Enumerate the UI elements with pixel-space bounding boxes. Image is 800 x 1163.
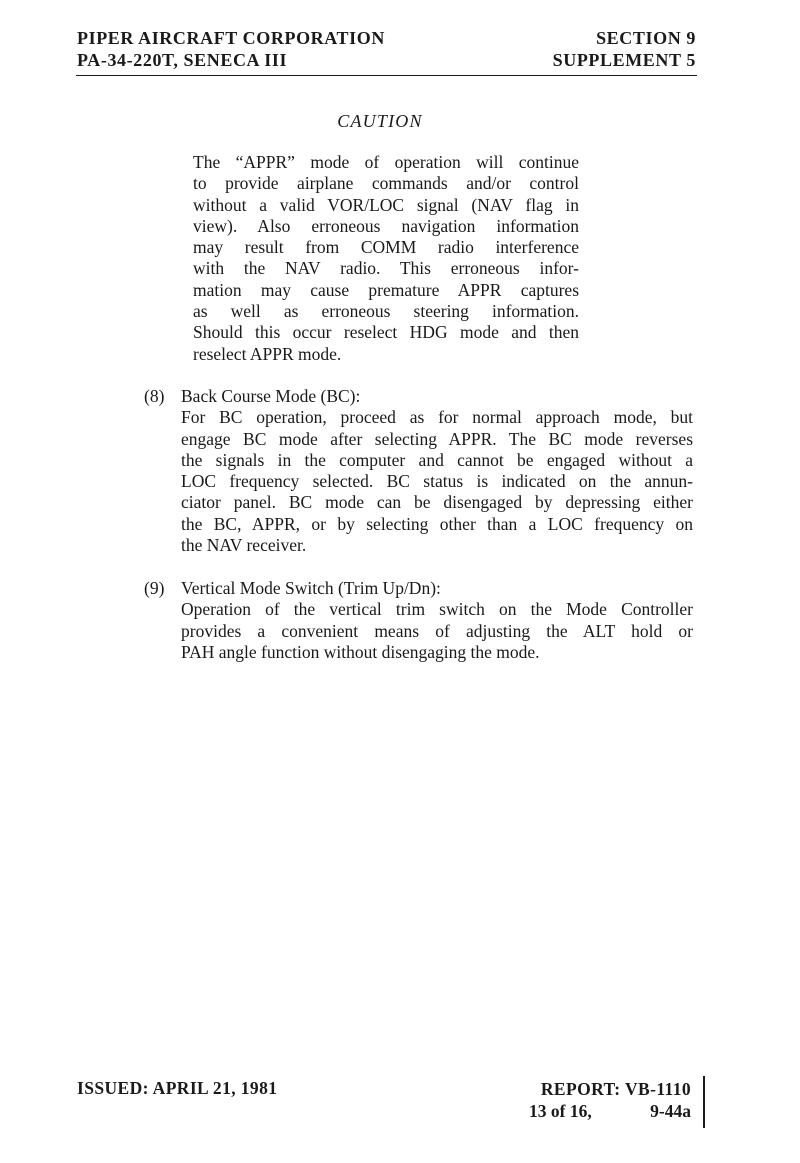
page-header-right bbox=[553, 27, 696, 71]
supplement-label: SUPPLEMENT 5 bbox=[552, 50, 696, 70]
item-line: provides a convenient means of adjusting the ALT hold or bbox=[181, 620, 693, 641]
page-of: 13 of 16, bbox=[529, 1101, 592, 1121]
caution-line: reselect APPR mode. bbox=[193, 343, 342, 364]
item-line: For BC operation, proceed as for normal approach mode, but bbox=[181, 407, 693, 428]
item-line: Operation of the vertical trim switch on the Mode Controller bbox=[181, 599, 693, 620]
page-header-left bbox=[77, 27, 385, 71]
item-line: the signals in the computer and cannot be engaged without a bbox=[181, 449, 693, 470]
caution-line: as well as erroneous steering information. bbox=[193, 301, 579, 322]
item-content bbox=[181, 578, 693, 663]
item-number: (9) bbox=[144, 578, 165, 598]
page-code: 9-44a bbox=[650, 1101, 691, 1121]
item-title: Back Course Mode (BC): bbox=[181, 386, 361, 406]
item-line: engage BC mode after selecting APPR. The BC mode reverses bbox=[181, 428, 693, 449]
company-name: PIPER AIRCRAFT CORPORATION bbox=[77, 28, 385, 48]
item-line: ciator panel. BC mode can be disengaged by depressing either bbox=[181, 492, 693, 513]
section-label: SECTION 9 bbox=[596, 28, 696, 48]
page-reference bbox=[500, 1100, 691, 1122]
revision-bar bbox=[703, 1076, 705, 1128]
caution-line: with the NAV radio. This erroneous infor- bbox=[193, 258, 579, 279]
caution-body bbox=[193, 152, 579, 365]
item-line: PAH angle function without disengaging the mode. bbox=[181, 641, 540, 662]
caution-line: to provide airplane commands and/or control bbox=[193, 173, 579, 194]
item-line: the NAV receiver. bbox=[181, 535, 307, 556]
report-number: REPORT: VB-1110 bbox=[540, 1079, 691, 1099]
caution-line: The “APPR” mode of operation will continue bbox=[193, 152, 579, 172]
caution-line: Should this occur reselect HDG mode and then bbox=[193, 322, 579, 343]
caution-title: CAUTION bbox=[337, 111, 423, 131]
header-divider bbox=[76, 75, 697, 76]
item-line: LOC frequency selected. BC status is indicated on the annun- bbox=[181, 471, 693, 492]
item-title: Vertical Mode Switch (Trim Up/Dn): bbox=[181, 578, 441, 598]
caution-line: mation may cause premature APPR captures bbox=[193, 279, 579, 300]
item-content bbox=[181, 386, 693, 556]
caution-line: without a valid VOR/LOC signal (NAV flag in bbox=[193, 194, 579, 215]
aircraft-model: PA-34-220T, SENECA III bbox=[77, 50, 288, 70]
caution-line: may result from COMM radio interference bbox=[193, 237, 579, 258]
issued-date: ISSUED: APRIL 21, 1981 bbox=[77, 1078, 278, 1098]
report-info bbox=[500, 1078, 691, 1122]
caution-line: view). Also erroneous navigation information bbox=[193, 215, 579, 236]
item-line: the BC, APPR, or by selecting other than a LOC frequency on bbox=[181, 513, 693, 534]
item-number: (8) bbox=[144, 386, 165, 406]
